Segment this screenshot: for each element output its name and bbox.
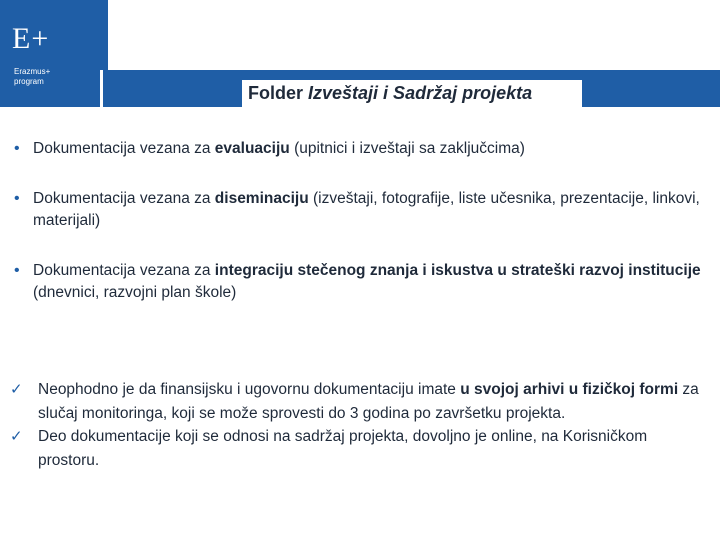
slide-title: [242, 78, 582, 108]
bullet-text-bold: diseminaciju: [214, 190, 309, 207]
logo-text-line1: Erazmus+: [14, 67, 51, 76]
bullet-text-pre: Dokumentacija vezana za: [33, 140, 215, 157]
check-text-pre: Neophodno je da finansijsku i ugovornu dokumentaciju imate: [38, 381, 461, 398]
check-text-bold: u svojoj arhivi u fizičkoj formi: [460, 381, 679, 398]
logo-mark: E+: [12, 22, 50, 55]
checkmark-icon: ✓: [10, 428, 23, 445]
check-text-pre: Deo dokumentacije koji se odnosi na sadržaj projekta, dovoljno je online, na Korisničkom prostoru.: [38, 428, 648, 469]
bullet-text-pre: Dokumentacija vezana za: [33, 262, 215, 279]
bullet-text-pre: Dokumentacija vezana za: [33, 190, 215, 207]
bullet-list: [14, 138, 704, 332]
logo-text-line2: program: [14, 77, 44, 86]
check-list: [10, 378, 700, 472]
checkmark-icon: ✓: [10, 381, 23, 398]
title-bar: [100, 70, 720, 107]
check-item-archive: [10, 378, 700, 425]
bullet-text-post: (dnevnici, razvojni plan škole): [33, 284, 237, 301]
erasmus-logo: [0, 0, 108, 107]
bullet-text-post: (upitnici i izveštaji sa zaključcima): [289, 140, 525, 157]
bullet-item-evaluation: [14, 138, 704, 160]
bullet-item-integration: [14, 260, 704, 304]
check-text-post: za slučaj monitoringa, koji se može sprovesti do 3 godina po završetku projekta.: [38, 381, 699, 422]
title-prefix: Folder: [248, 83, 309, 103]
check-item-online: [10, 425, 700, 472]
bullet-icon: •: [14, 262, 20, 279]
bullet-icon: •: [14, 190, 20, 207]
bullet-text-post: (izveštaji, fotografije, liste učesnika, prezentacije, linkovi, materijali): [33, 190, 700, 229]
bullet-text-bold: evaluaciju: [214, 140, 290, 157]
bullet-icon: •: [14, 140, 20, 157]
title-italic: Izveštaji i Sadržaj projekta: [308, 83, 533, 103]
bullet-item-dissemination: [14, 188, 704, 232]
bullet-text-bold: integraciju stečenog znanja i iskustva u strateški razvoj institucije: [214, 262, 701, 279]
